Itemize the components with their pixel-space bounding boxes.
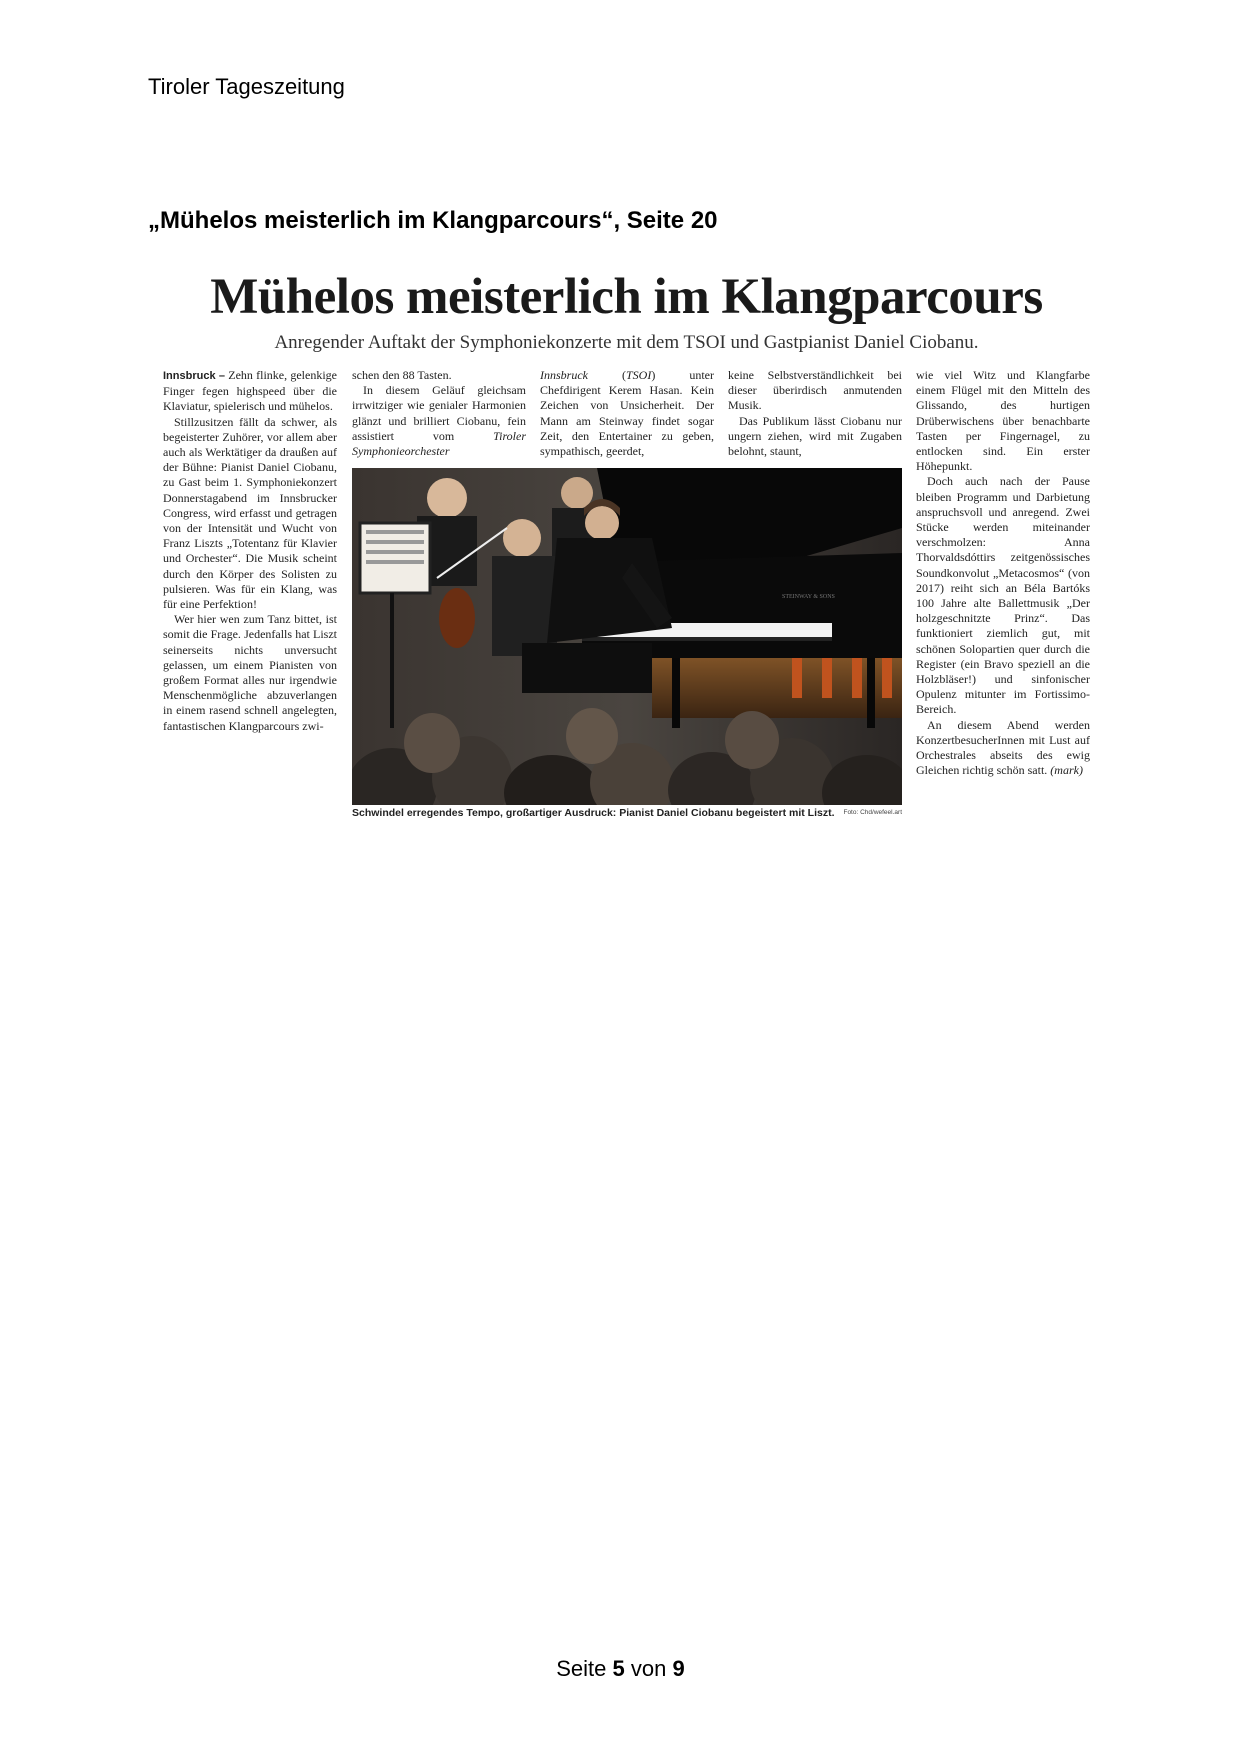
page-mid: von [630,1656,667,1681]
paragraph: wie viel Witz und Klangfarbe einem Flügel mit den Mitteln des Glissando, des hurtigen Drüberwischens über benachbarte Tasten per Fingernagel, zu entlocken sind. Ein erster Höhepunkt. [916,368,1090,474]
photo-caption: Schwindel erregendes Tempo, großartiger Ausdruck: Pianist Daniel Ciobanu begeistert mit Liszt. [352,807,835,819]
orchestra-abbr: TSOI [626,368,652,382]
paragraph [540,368,714,459]
article-subheadline: Anregender Auftakt der Symphoniekonzerte mit dem TSOI und Gastpianist Daniel Ciobanu. [274,332,979,353]
article-dateline: Innsbruck – [163,370,225,382]
paragraph [916,718,1090,779]
page-prefix: Seite [556,1656,607,1681]
paragraph-text: Zehn flinke, gelenkige Finger fegen highspeed über die Klaviatur, spielerisch und mühelos. [163,368,337,414]
page-number [0,1656,1241,1682]
article-photo [352,468,902,805]
paragraph-text: An diesem Abend werden KonzertbesucherInnen mit Lust auf Orchestrales abseits des ewig Gleichen richtig schön satt. [916,717,1090,778]
paragraph: Stillzusitzen fällt da schwer, als begeisterter Zuhörer, vor allem aber auch als Werktätiger da draußen auf der Bühne: Pianist Daniel Ciobanu, zu Gast beim 1. Symphoniekonzert Donnerstagabend im Innsbrucker Congress, wird erfasst und getragen von der Intensität und Wucht von Franz Liszts „Totentanz für Klavier und Orchester“. Die Musik scheint durch den Körper des Solisten zu pulsieren. Was für ein Klang, was für eine Perfektion! [163,414,337,612]
paragraph [352,383,526,459]
article-column-4 [728,368,902,468]
document-title: „Mühelos meisterlich im Klangparcours“, Seite 20 [148,207,718,234]
article-headline: Mühelos meisterlich im Klangparcours [210,269,1043,325]
newspaper-clipping [163,262,1090,824]
article-column-2 [352,368,526,468]
pianist-photo-illustration [352,468,902,805]
current-page: 5 [612,1656,625,1681]
paragraph-text: ) unter Chefdirigent Kerem Hasan. Kein Zeichen von Unsicherheit. Der Mann am Steinway findet sogar Zeit, den Entertainer zu geben, sympathisch, geerdet, [540,368,714,459]
total-pages: 9 [672,1656,685,1681]
orchestra-name: Tiroler Symphonieorchester [352,428,526,459]
author-signature: (mark) [1050,763,1083,778]
article-column-1 [163,368,337,824]
city-name: Innsbruck [540,368,588,382]
paragraph: keine Selbstverständlichkeit bei dieser überirdisch anmutenden Musik. [728,368,902,413]
paren-open: ( [622,368,626,382]
article-column-3 [540,368,714,468]
paragraph: Doch auch nach der Pause bleiben Programm und Darbietung anspruchsvoll und anregend. Zwei Stücke werden miteinander verschmolzen: Anna Thorvaldsdóttirs zeitgenössisches Soundkonvolut „Metacosmos“ (von 2017) reiht sich an Béla Bartóks 100 Jahre alte Ballettmusik „Der holzgeschnitzte Prinz“. Das funktioniert ziemlich gut, mit schönen Solopartien quer durch die Register (ein Bravo speziell an die Holzbläser!) und sinfonischer Opulenz mitunter im Fortissimo-Bereich. [916,474,1090,717]
paragraph [163,368,337,415]
article-column-5 [916,368,1090,824]
publication-name: Tiroler Tageszeitung [148,74,345,99]
paragraph-text: In diesem Geläuf gleichsam irrwitziger wie genialer Harmonien glänzt und brilliert Ciobanu, fein assistiert vom [352,383,526,443]
photo-credit: Foto: Chd/wefeel.art [843,809,902,816]
piano-brand-text: STEINWAY & SONS [782,594,835,600]
paragraph: schen den 88 Tasten. [352,368,452,382]
paragraph: Wer hier wen zum Tanz bittet, ist somit die Frage. Jedenfalls hat Liszt seinerseits nichts unversucht gelassen, um einem Pianisten von großem Format alles nur irgendwie Menschenmögliche abzuverlangen in einem rasend schnell angelegten, fantastischen Klangparcours zwi- [163,612,337,733]
paragraph: Das Publikum lässt Ciobanu nur ungern ziehen, wird mit Zugaben belohnt, staunt, [728,413,902,459]
